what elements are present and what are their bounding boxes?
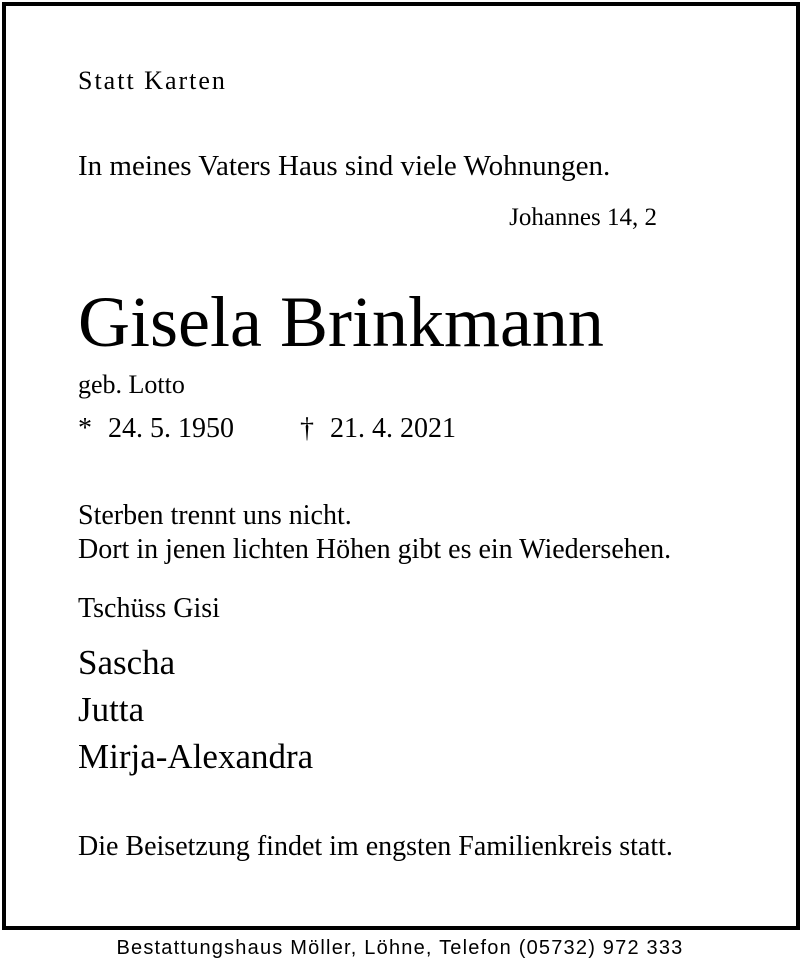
- birth-date-line: [78, 415, 234, 443]
- survivor-name: Mirja-Alexandra: [78, 737, 314, 776]
- bible-verse: In meines Vaters Haus sind viele Wohnungen.: [78, 150, 611, 182]
- quote-line-1: Sterben trennt uns nicht.: [78, 500, 352, 531]
- header-statt-karten: Statt Karten: [78, 66, 227, 95]
- survivor-name: Jutta: [78, 690, 145, 729]
- birth-date: 24. 5. 1950: [108, 413, 234, 444]
- death-cross-icon: †: [300, 413, 314, 444]
- notice-border: [2, 2, 800, 930]
- death-date: 21. 4. 2021: [330, 413, 456, 444]
- deceased-name: Gisela Brinkmann: [78, 282, 604, 362]
- death-date-line: [300, 415, 456, 443]
- burial-note: Die Beisetzung findet im engsten Familienkreis statt.: [78, 831, 673, 862]
- birth-star-icon: *: [78, 413, 92, 444]
- funeral-home-footer: Bestattungshaus Möller, Löhne, Telefon (05732) 972 333: [116, 937, 684, 959]
- survivor-name: Sascha: [78, 643, 176, 682]
- farewell-text: Tschüss Gisi: [78, 593, 220, 624]
- maiden-name: geb. Lotto: [78, 370, 185, 399]
- verse-reference: Johannes 14, 2: [509, 204, 657, 231]
- quote-line-2: Dort in jenen lichten Höhen gibt es ein Wiedersehen.: [78, 534, 672, 565]
